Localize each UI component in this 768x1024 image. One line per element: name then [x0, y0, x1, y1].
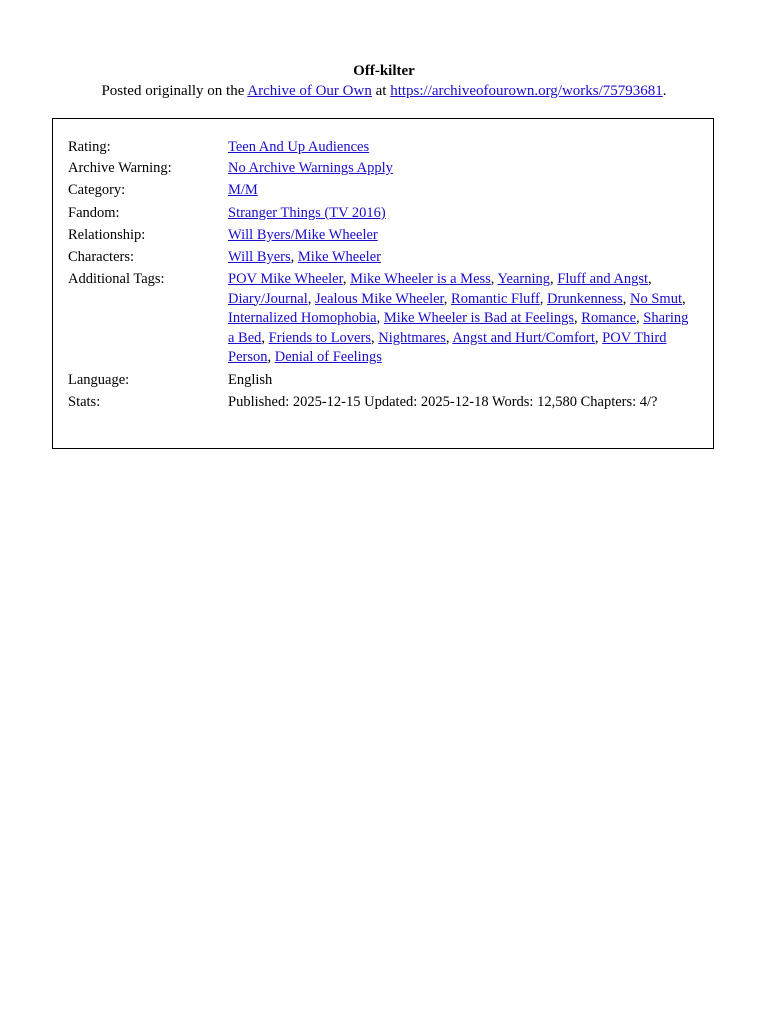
tag-link[interactable]: Stranger Things (TV 2016) — [228, 205, 386, 221]
tag-link[interactable]: POV Third Person — [228, 329, 667, 365]
tag-separator: , — [445, 329, 453, 346]
tag-link[interactable]: POV Mike Wheeler — [228, 271, 343, 287]
tag-separator: , — [594, 329, 603, 346]
tag-separator: , — [307, 290, 315, 307]
tag-link[interactable]: Mike Wheeler — [297, 249, 381, 265]
tag-link[interactable]: Will Byers/Mike Wheeler — [228, 227, 378, 243]
fandom-label: Fandom: — [68, 205, 120, 221]
tag-separator: , — [622, 290, 631, 307]
tag-separator: , — [342, 271, 351, 287]
warning-tags — [228, 159, 698, 179]
tag-link[interactable]: No Smut — [630, 290, 682, 307]
rating-label: Rating: — [68, 139, 111, 155]
rating-tags — [228, 138, 698, 158]
tag-link[interactable]: Mike Wheeler is Bad at Feelings — [383, 310, 575, 326]
work-url-link[interactable]: https://archiveofourown.org/works/75793681 — [390, 83, 663, 99]
work-title: Off-kilter — [353, 63, 415, 79]
tag-link[interactable]: Sharing a Bed — [228, 310, 689, 346]
work-metadata-box — [52, 118, 714, 449]
tag-separator: , — [443, 290, 452, 307]
tag-separator: , — [648, 271, 652, 287]
tag-separator: , — [490, 271, 498, 287]
tag-separator: , — [681, 290, 686, 307]
tag-link[interactable]: Teen And Up Audiences — [228, 139, 370, 155]
tag-separator: , — [370, 329, 379, 346]
characters-tags — [228, 248, 698, 268]
characters-label: Characters: — [68, 249, 135, 265]
fandom-tags — [228, 204, 698, 224]
tag-separator: , — [261, 329, 269, 346]
tag-separator: , — [539, 290, 548, 307]
tag-link[interactable]: Will Byers — [228, 249, 291, 265]
tag-link[interactable]: Diary/Journal — [228, 290, 308, 307]
tag-separator: , — [290, 249, 298, 265]
archive-link[interactable]: Archive of Our Own — [247, 83, 372, 99]
tag-link[interactable]: Angst and Hurt/Comfort — [452, 329, 595, 346]
tag-link[interactable]: Nightmares — [378, 329, 446, 346]
category-tags — [228, 181, 698, 201]
tag-link[interactable]: Internalized Homophobia — [228, 310, 377, 326]
posted-period: . — [662, 83, 667, 99]
posted-line — [0, 82, 768, 100]
warning-label: Archive Warning: — [68, 160, 172, 176]
language-label: Language: — [68, 372, 130, 388]
tag-separator: , — [574, 310, 582, 326]
tag-link[interactable]: Romance — [581, 310, 637, 326]
tag-link[interactable]: Fluff and Angst — [557, 271, 649, 287]
stats-label: Stats: — [68, 394, 101, 410]
tag-separator: , — [267, 349, 275, 365]
relationship-label: Relationship: — [68, 227, 146, 243]
additional-tags — [228, 270, 698, 368]
language-value: English — [228, 372, 273, 388]
tag-link[interactable]: No Archive Warnings Apply — [228, 160, 393, 176]
tag-link[interactable]: Drunkenness — [547, 290, 623, 307]
tag-link[interactable]: Jealous Mike Wheeler — [314, 290, 444, 307]
tag-link[interactable]: Denial of Feelings — [274, 349, 382, 365]
tag-link[interactable]: Mike Wheeler is a Mess — [350, 271, 491, 287]
tag-link[interactable]: Romantic Fluff — [451, 290, 540, 307]
tag-separator: , — [636, 310, 644, 326]
tag-link[interactable]: M/M — [228, 182, 258, 198]
additional-tags-label: Additional Tags: — [68, 271, 165, 287]
tag-link[interactable]: Yearning — [497, 271, 551, 287]
tag-link[interactable]: Friends to Lovers — [268, 329, 371, 346]
posted-prefix: Posted originally on the — [101, 83, 245, 99]
stats-value: Published: 2025-12-15 Updated: 2025-12-18 Words: 12,580 Chapters: 4/? — [228, 394, 658, 410]
posted-at: at — [375, 83, 387, 99]
category-label: Category: — [68, 182, 126, 198]
tag-separator: , — [550, 271, 558, 287]
tag-separator: , — [376, 310, 384, 326]
relationship-tags — [228, 226, 698, 246]
